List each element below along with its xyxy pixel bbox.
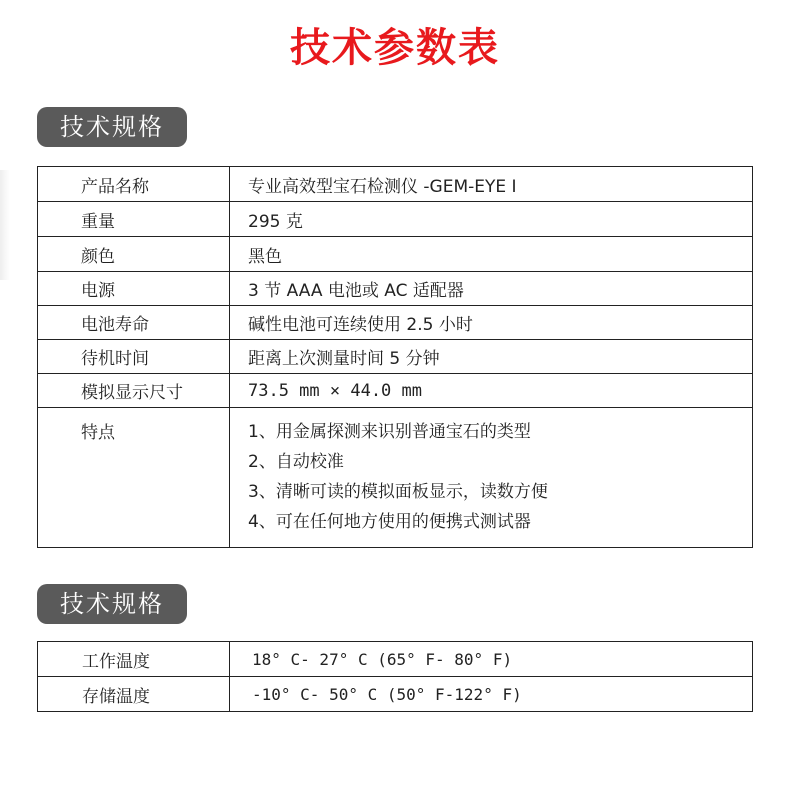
row-value-power: 3 节 AAA 电池或 AC 适配器	[230, 272, 753, 306]
row-key-color: 颜色	[38, 237, 230, 272]
table-row	[38, 272, 753, 306]
section-label-specs-2: 技术规格	[37, 584, 187, 624]
row-value-battery-life: 碱性电池可连续使用 2.5 小时	[230, 306, 753, 340]
table-row	[38, 340, 753, 374]
spec-table	[37, 166, 753, 548]
row-value-color: 黑色	[230, 237, 753, 272]
list-item: 4、可在任何地方使用的便携式测试器	[248, 512, 531, 532]
temperature-table	[37, 641, 753, 712]
list-item: 2、自动校准	[248, 452, 344, 472]
row-value-operating-temp: 18° C- 27° C (65° F- 80° F)	[230, 642, 753, 677]
row-key-display-size: 模拟显示尺寸	[38, 374, 230, 408]
table-row	[38, 237, 753, 272]
row-value-storage-temp: -10° C- 50° C (50° F-122° F)	[230, 677, 753, 712]
table-row	[38, 642, 753, 677]
list-item: 1、用金属探测来识别普通宝石的类型	[248, 422, 531, 442]
table-row	[38, 202, 753, 237]
edge-shadow	[0, 170, 10, 280]
row-value-weight: 295 克	[230, 202, 753, 237]
row-key-power: 电源	[38, 272, 230, 306]
page-title: 技术参数表	[290, 25, 500, 71]
row-key-storage-temp: 存储温度	[38, 677, 230, 712]
list-item: 3、清晰可读的模拟面板显示，读数方便	[248, 482, 548, 502]
features-label: 特点	[81, 423, 115, 443]
features-list	[248, 408, 752, 537]
table-row	[38, 167, 753, 202]
row-key-weight: 重量	[38, 202, 230, 237]
row-value-product-name: 专业高效型宝石检测仪 -GEM-EYE Ⅰ	[230, 167, 753, 202]
row-value-standby-time: 距离上次测量时间 5 分钟	[230, 340, 753, 374]
row-key-battery-life: 电池寿命	[38, 306, 230, 340]
row-key-operating-temp: 工作温度	[38, 642, 230, 677]
table-row	[38, 306, 753, 340]
row-key-product-name: 产品名称	[38, 167, 230, 202]
row-value-display-size: 73.5 mm × 44.0 mm	[230, 374, 753, 408]
table-row	[38, 408, 753, 548]
table-row	[38, 374, 753, 408]
row-key-features	[38, 408, 230, 548]
section-label-specs: 技术规格	[37, 107, 187, 147]
table-row	[38, 677, 753, 712]
row-value-features	[230, 408, 753, 548]
row-key-standby-time: 待机时间	[38, 340, 230, 374]
